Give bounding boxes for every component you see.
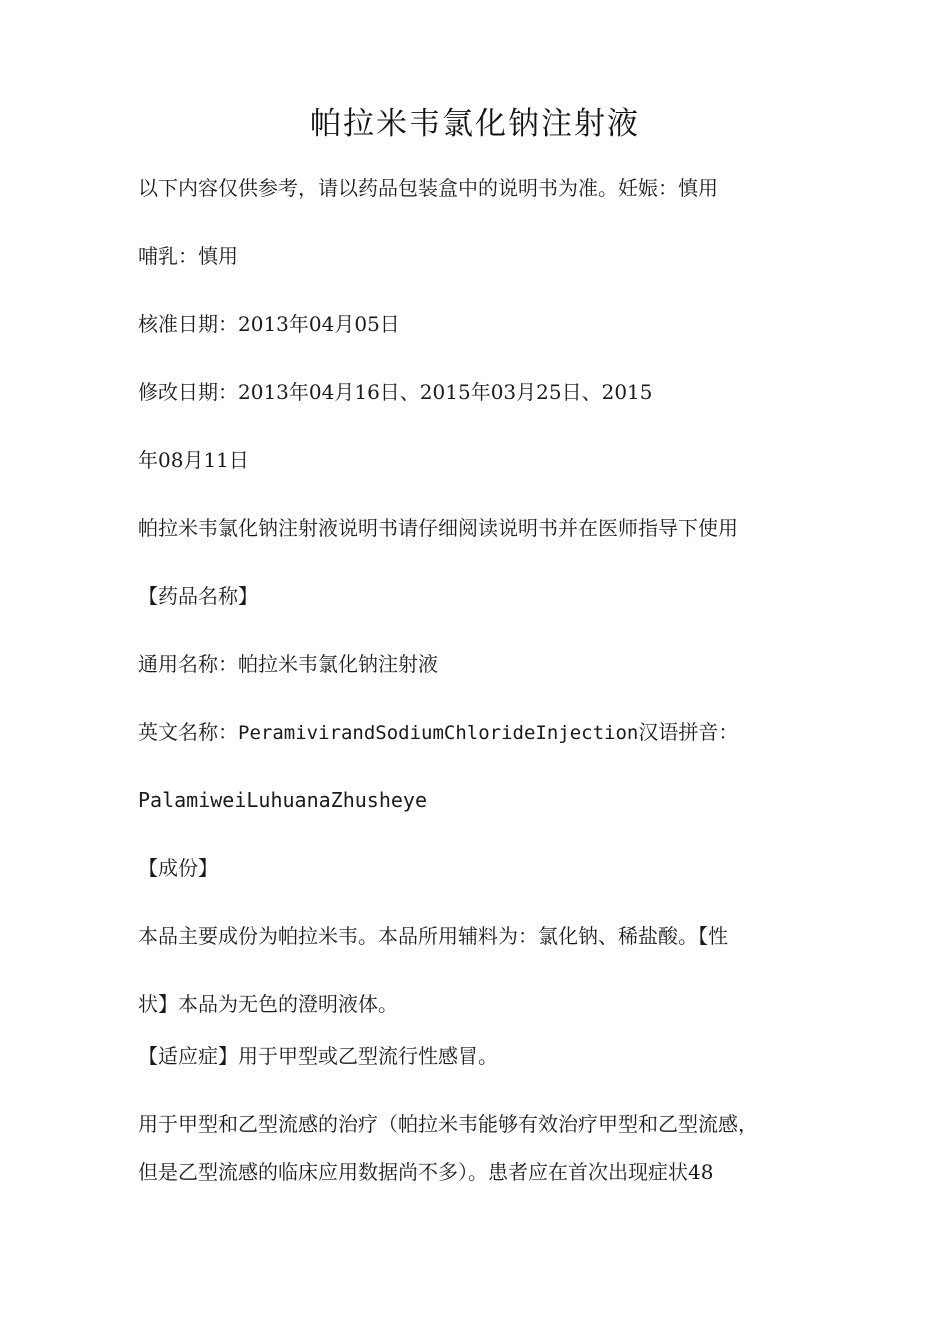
revision-date-label: 修改日期： xyxy=(138,380,238,404)
generic-name-line: 通用名称：帕拉米韦氯化钠注射液 xyxy=(138,652,438,676)
english-name-value: PeramivirandSodiumChlorideInjection xyxy=(238,722,639,744)
english-name-label: 英文名称： xyxy=(138,720,238,744)
english-name-line xyxy=(138,718,738,747)
revision-date-continued: 年08月11日 xyxy=(138,448,249,472)
indications-line: 【适应症】用于甲型或乙型流行性感冒。 xyxy=(138,1044,498,1068)
revision-date-value: 2013年04月16日、2015年03月25日、2015 xyxy=(238,380,653,404)
instruction-notice-line: 帕拉米韦氯化钠注射液说明书请仔细阅读说明书并在医师指导下使用 xyxy=(138,516,738,540)
indications-detail-line-2 xyxy=(138,1158,713,1186)
section-heading-composition: 【成份】 xyxy=(138,856,218,880)
composition-line: 本品主要成份为帕拉米韦。本品所用辅料为：氯化钠、稀盐酸。【性 xyxy=(138,924,728,948)
revision-date-line xyxy=(138,378,653,406)
indications-detail-number: 48 xyxy=(688,1160,714,1184)
lactation-line: 哺乳：慎用 xyxy=(138,244,238,268)
indications-detail-text: 但是乙型流感的临床应用数据尚不多）。患者应在首次出现症状 xyxy=(138,1160,688,1184)
approval-date-label: 核准日期： xyxy=(138,312,238,336)
approval-date-value: 2013年04月05日 xyxy=(238,312,400,336)
appearance-line: 状】本品为无色的澄明液体。 xyxy=(138,992,398,1016)
disclaimer-line: 以下内容仅供参考，请以药品包装盒中的说明书为准。妊娠：慎用 xyxy=(138,176,718,200)
pinyin-label: 汉语拼音： xyxy=(638,720,739,744)
document-title: 帕拉米韦氯化钠注射液 xyxy=(310,106,640,142)
indications-detail-line-1: 用于甲型和乙型流感的治疗（帕拉米韦能够有效治疗甲型和乙型流感， xyxy=(138,1112,758,1136)
approval-date-line xyxy=(138,310,400,338)
section-heading-drug-name: 【药品名称】 xyxy=(138,584,258,608)
pinyin-value: PalamiweiLuhuanaZhusheye xyxy=(138,788,427,812)
